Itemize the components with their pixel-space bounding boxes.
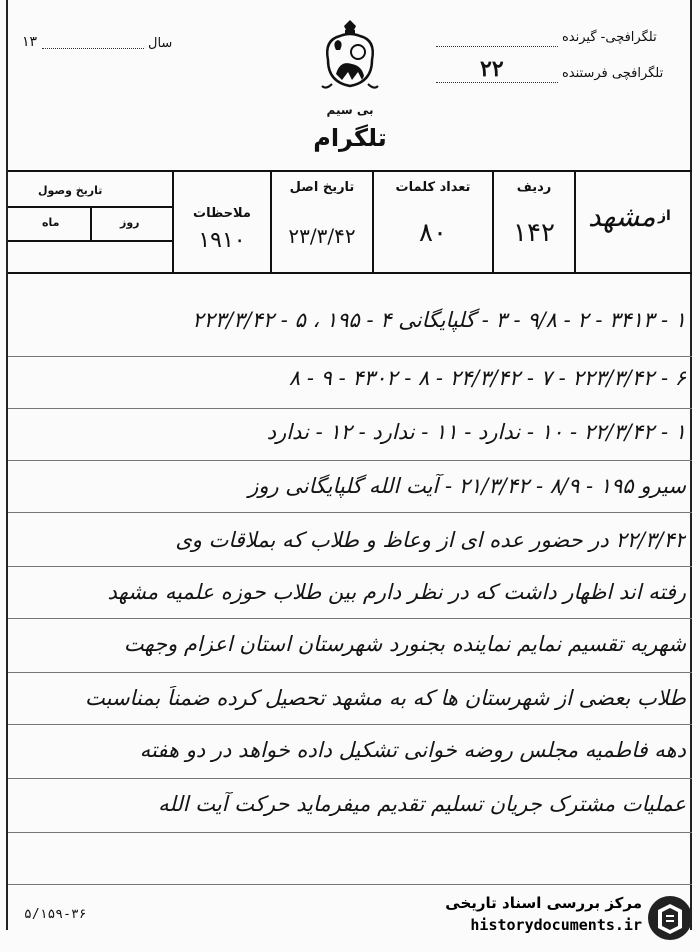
body-line-2: ۶ - ۲۲۳/۳/۴۲ - ۷ - ۲۴/۳/۴۲ - ۸ - ۴۳۰۲ - ۹ - ۸ <box>288 366 686 390</box>
left-border <box>6 0 8 930</box>
arrival-date-label: تاریخ وصول <box>38 184 103 197</box>
body-line-8: طلاب بعضی از شهرستان ها که به مشهد تحصیل کرده ضمناً بمناسبت <box>84 686 686 710</box>
sender-value: ۲۲ <box>480 56 504 82</box>
table-divider <box>8 240 172 242</box>
table-divider <box>90 206 92 240</box>
body-line-3: ۱ - ۲۲/۳/۴۲ - ۱۰ - ندارد - ۱۱ - ندارد - ۱۲ - ندارد <box>266 420 686 444</box>
ruled-line <box>8 832 692 833</box>
notes-value: ۱۹۱۰ <box>198 228 246 253</box>
right-border <box>690 0 692 930</box>
from-value: مشهد <box>588 200 656 233</box>
year-dotted-line <box>42 48 144 49</box>
body-line-7: شهریه تقسیم نمایم نماینده بجنورد شهرستان استان اعزام وجهت <box>123 632 686 656</box>
row-label: ردیف <box>516 180 552 195</box>
original-date-value: ۲۳/۳/۴۲ <box>288 224 356 248</box>
receiver-dotted-line <box>436 46 558 47</box>
body-line-4: سیرو ۱۹۵ - ۸/۹ - ۲۱/۳/۴۲ - آیت الله گلپایگانی روز <box>248 474 686 498</box>
ruled-line <box>8 672 692 673</box>
ruled-line <box>8 512 692 513</box>
day-label: روز <box>120 216 140 229</box>
body-line-9: دهه فاطمیه مجلس روضه خوانی تشکیل داده خواهد در دو هفته <box>139 738 686 762</box>
telegram-title: تلگرام <box>313 124 387 152</box>
ruled-line <box>8 408 692 409</box>
ruled-line <box>8 356 692 357</box>
body-line-1: ۱ - ۳۴۱۳ - ۲ - ۹/۸ - ۳ - گلپایگانی ۴ - ۱۹۵ ، ۵ - ۲۲۳/۳/۴۲ <box>192 308 686 332</box>
from-label: از <box>658 208 671 224</box>
year-label: سال <box>148 36 173 51</box>
body-line-6: رفته اند اظهار داشت که در نظر دارم بین طلاب حوزه علمیه مشهد <box>107 580 686 604</box>
notes-label: ملاحظات <box>193 206 251 221</box>
ruled-line <box>8 778 692 779</box>
archive-logo-icon <box>646 894 694 942</box>
ruled-line <box>8 460 692 461</box>
watermark-site: historydocuments.ir <box>470 916 642 934</box>
wireless-label: بی سیم <box>326 103 374 117</box>
year-value: ۱۳ <box>22 34 38 50</box>
watermark-name: مرکز بررسی اسناد تاریخی <box>445 894 642 912</box>
word-count-value: ۸۰ <box>419 218 447 248</box>
table-divider <box>172 172 174 272</box>
document-number: ۵/۱۵۹-۳۶ <box>24 907 87 922</box>
ruled-line <box>8 884 692 885</box>
telegram-info-table <box>8 170 692 274</box>
sender-label: تلگرافچی فرستنده <box>562 66 664 81</box>
table-divider <box>574 172 576 272</box>
ruled-line <box>8 724 692 725</box>
ruled-line <box>8 618 692 619</box>
month-label: ماه <box>42 216 60 229</box>
row-value: ۱۴۲ <box>513 218 555 248</box>
body-line-10: عملیات مشترک جریان تسلیم تقدیم میفرماید حرکت آیت الله <box>158 792 686 816</box>
sender-dotted-line <box>436 82 558 83</box>
body-line-5: ۲۲/۳/۴۲ در حضور عده ای از وعاظ و طلاب که بملاقات وی <box>175 528 686 552</box>
word-count-label: تعداد کلمات <box>395 180 471 195</box>
original-date-label: تاریخ اصل <box>289 180 355 195</box>
receiver-label: تلگرافچی- گیرنده <box>562 30 657 45</box>
archive-watermark <box>408 890 698 948</box>
lion-and-sun-emblem-icon <box>318 20 382 96</box>
table-divider <box>8 206 172 208</box>
ruled-line <box>8 566 692 567</box>
